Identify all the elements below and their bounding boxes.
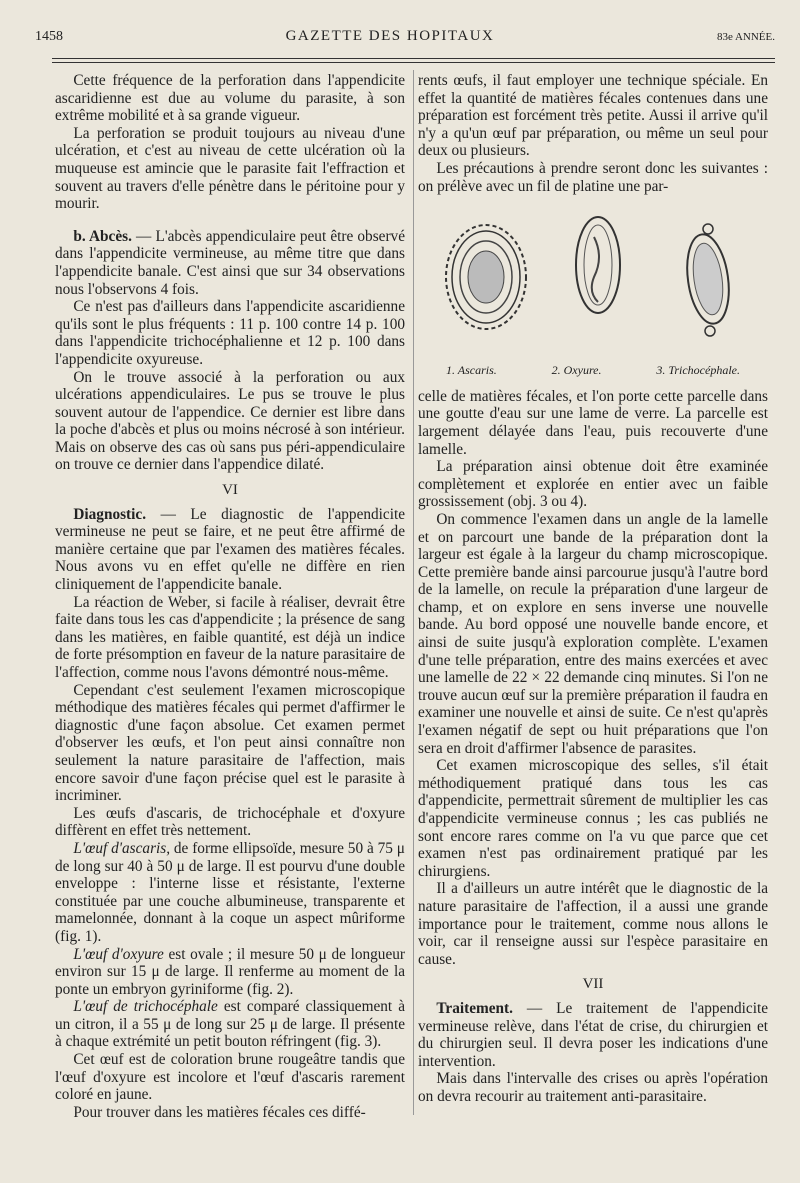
paragraph: Cette fréquence de la perforation dans l'appendicite ascaridienne est due au volume du parasite, à son extrême mobilité et à sa grande vigueur. [55,72,405,125]
paragraph [55,506,405,594]
paragraph: celle de matières fécales, et l'on porte cette parcelle dans une goutte d'eau sur une lame de verre. La parcelle est largement délayée dans l'eau, puis recouverte d'une lamelle. [418,387,768,458]
run-in-heading: Diagnostic. [73,505,147,523]
trichocephale-egg-figure [682,224,734,336]
oxyure-egg-figure [576,217,620,313]
paragraph: On commence l'examen dans un angle de la lamelle et on parcourt une bande de la préparation dont la largeur est égale à la largeur du champ microscopique. Cette première bande ainsi parcourue jusqu'à l'autre bord de la lamelle, on recule la préparation d'une largeur de champ, et on explore en sens inverse une nouvelle bande. Au bord opposé une nouvelle bande encore, et ainsi de suite jusqu'à exploration complète. L'examen d'une telle préparation, entre des mains exercées et avec une lamelle de 22 × 22 demande cinq minutes. Si l'on ne trouve aucun œuf sur la première préparation il faudra en examiner une nouvelle et ainsi de suite. Ce n'est qu'après l'examen négatif de sept ou huit préparations que l'on sera en droit d'affirmer l'absence de parasites. [418,510,768,757]
paragraph: Les précautions à prendre seront donc les suivantes : on prélève avec un fil de platine une par- [418,159,768,195]
paragraph: Il a d'ailleurs un autre intérêt que le diagnostic de la nature parasitaire de l'affection, il a aussi une grande importance pour le traitement, comme nous allons le voir, car il renseigne aussi sur l'espèce parasitaire en cause. [418,880,768,968]
right-column [418,72,768,1106]
paragraph-text: — Le diagnostic de l'appendicite vermineuse ne peut se faire, et ne peut être affirmé de manière certaine que par l'examen des matières fécales. Nous avons vu en effet qu'elle ne diffère en rien cliniquement de l'appendicite banale. [55,505,405,594]
header-rule-thin [52,62,775,63]
journal-title: GAZETTE DES HOPITAUX [285,28,495,44]
paragraph-text: — L'abcès appendiculaire peut être observé dans l'appendicite vermineuse, au même titre que dans l'appendicite banale. C'est ainsi que sur 34 observations nous l'observons 4 fois. [55,227,405,298]
egg-figures [418,207,768,352]
caption-ascaris: 1. Ascaris. [446,363,497,378]
caption-oxyure: 2. Oxyure. [551,363,602,378]
paragraph-text: — Le traitement de l'appendicite vermineuse relève, dans l'état de crise, du chirurgien et du chirurgien seul. Il devra poser les indications d'une intervention. [418,999,768,1070]
paragraph [55,228,405,298]
paragraph: La préparation ainsi obtenue doit être examinée complètement et explorée en entier avec un faible grossissement (obj. 3 ou 4). [418,458,768,511]
paragraph: Ce n'est pas d'ailleurs dans l'appendicite ascaridienne qu'ils sont le plus fréquents : 11 p. 100 contre 14 p. 100 dans l'appendicite trichocéphalienne et 12 p. 100 dans l'appendicite oxyureuse. [55,298,405,368]
paragraph: Les œufs d'ascaris, de trichocéphale et d'oxyure diffèrent en effet très nettement. [55,804,405,840]
caption-trichocephale: 3. Trichocéphale. [656,363,740,378]
section-heading-vi: VI [222,482,238,499]
paragraph: On le trouve associé à la perforation ou aux ulcérations appendiculaires. Le pus se trouve le plus souvent autour de l'appendice. Ce dernier est libre dans la poche d'abcès et plus ou moins nécrosé à son intérieur. Mais on observe des cas où sans pus péri-appendiculaire on trouve ce dernier dans l'appendice dilaté. [55,368,405,474]
header-rule [52,58,775,59]
section-heading-vii: VII [582,976,604,993]
paragraph [418,1000,768,1070]
paragraph-text: est comparé classiquement à un citron, il a 55 μ de long sur 25 μ de large. Il présente à chaque extrémité un petit bouton réfringent (fig. 3). [55,998,405,1051]
page-number: 1458 [35,29,63,44]
run-in-heading: Traitement. [436,999,513,1017]
figure-illustration [418,207,768,352]
paragraph: rents œufs, il faut employer une technique spéciale. En effet la quantité de matières fécales contenues dans une préparation est forcément très petite. Aussi il arrive qu'il n'y a qu'un œuf par préparation, ou même un seul pour deux ou plusieurs. [418,72,768,160]
paragraph: Cet œuf est de coloration brune rougeâtre tandis que l'œuf d'oxyure est incolore et l'œuf d'ascaris rarement coloré en jaune. [55,1051,405,1104]
paragraph: La réaction de Weber, si facile à réaliser, devrait être faite dans tous les cas d'appendicite ; la présence de sang dans les matières, en faible quantité, est déjà un indice de forte présomption en faveur de la nature parasitaire de l'affection, comme nous l'avons démontré nous-même. [55,593,405,681]
italic-term: L'œuf de trichocéphale [73,998,218,1016]
left-column [55,72,405,1121]
italic-term: L'œuf d'ascaris, [73,839,171,857]
paragraph: La perforation se produit toujours au niveau d'une ulcération, et c'est au niveau de cette ulcération où la muqueuse est amincie que le parasite fait l'effraction et souvent au travers d'elle pénètre dans le péritoine pour y mourir. [55,124,405,213]
paragraph: Mais dans l'intervalle des crises ou après l'opération on devra recourir au traitement anti-parasitaire. [418,1070,768,1105]
run-in-heading: b. Abcès. [73,227,132,245]
paragraph: Cet examen microscopique des selles, s'il était méthodiquement pratiqué dans tous les cas d'appendicite, permettrait sûrement de multiplier les cas d'appendicite vermineuse connus ; les cas publiés ne sont encore rares comme on l'a vu que parce que cet examen n'est pas ordinairement pratiqué par les chirurgiens. [418,757,768,880]
column-divider [413,70,414,1115]
paragraph-text: de forme ellipsoïde, mesure 50 à 75 μ de long sur 40 à 50 μ de large. Il est pourvu d'une double enveloppe : l'interne lisse et résistante, l'externe constituée par une couche albumineuse, transparente et mamelonnée, donnant à la coque un aspect mûriforme (fig. 1). [55,839,405,945]
paragraph: Cependant c'est seulement l'examen microscopique méthodique des matières fécales qui permet d'affirmer le diagnostic d'une façon absolue. Cet examen permet d'observer les œufs, et l'on peut ainsi connaître non seulement la nature parasitaire de l'affection, mais encore savoir d'une façon précise quel est le parasite à incriminer. [55,681,405,805]
ascaris-egg-figure [446,225,526,329]
paragraph: Pour trouver dans les matières fécales ces diffé- [73,1103,366,1121]
page-header [35,28,775,50]
italic-term: L'œuf d'oxyure [73,945,164,963]
paragraph [55,998,405,1051]
figure-captions [418,362,768,380]
paragraph [55,840,405,946]
paragraph-text: est ovale ; il mesure 50 μ de longueur environ sur 15 μ de large. Il renferme au moment de la ponte un embryon gyriniforme (fig. 2). [55,945,405,998]
paragraph [55,946,405,999]
journal-year: 83e ANNÉE. [716,31,775,43]
